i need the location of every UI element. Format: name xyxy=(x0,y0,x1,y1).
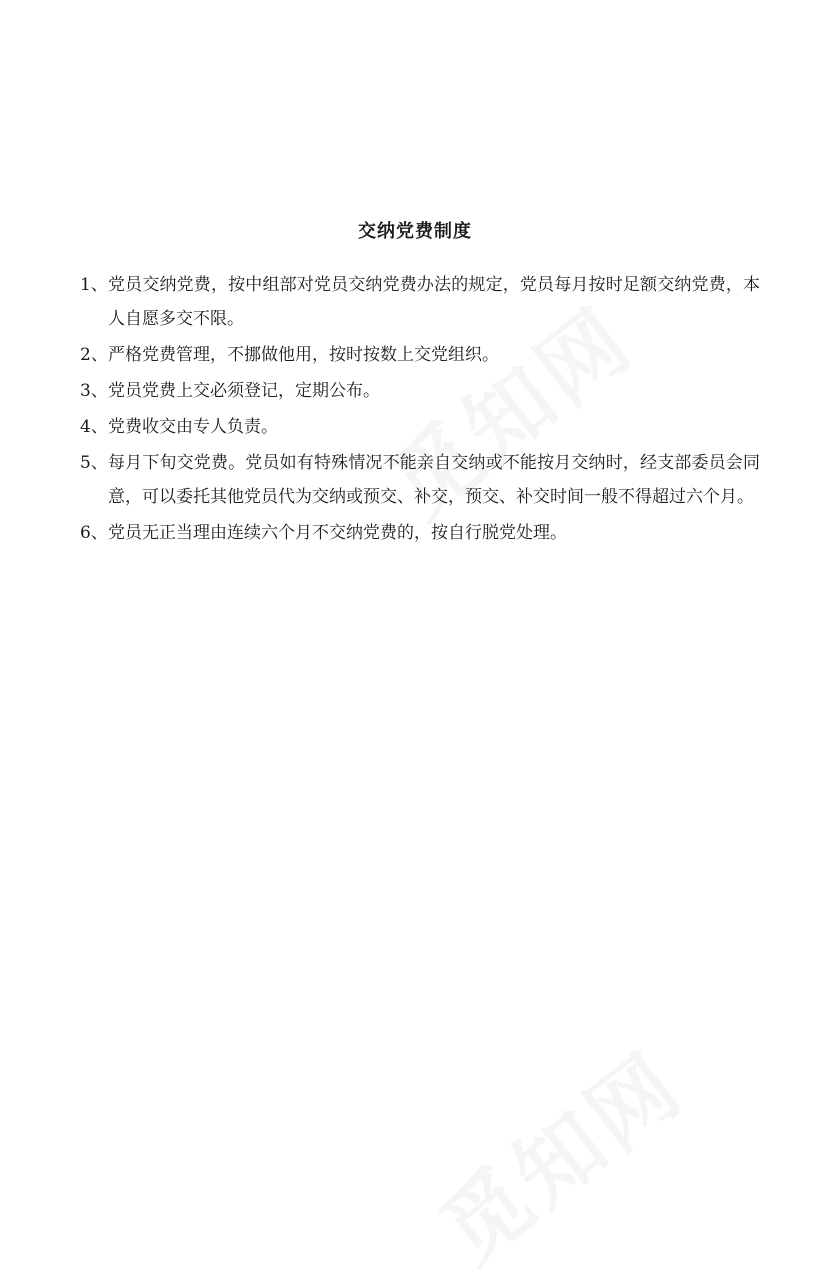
regulation-list xyxy=(80,268,760,552)
item-text: 党员党费上交必须登记，定期公布。 xyxy=(108,381,380,401)
item-number: 4、 xyxy=(80,417,108,437)
list-item xyxy=(80,446,760,514)
item-text: 党费收交由专人负责。 xyxy=(108,417,278,437)
item-number: 2、 xyxy=(80,345,108,365)
document-title: 交纳党费制度 xyxy=(358,221,472,242)
watermark xyxy=(411,1018,705,1286)
item-text: 党员交纳党费，按中组部对党员交纳党费办法的规定，党员每月按时足额交纳党费，本人自愿多交不限。 xyxy=(108,275,760,329)
list-item xyxy=(80,410,760,444)
item-text: 严格党费管理，不挪做他用，按时按数上交党组织。 xyxy=(108,345,499,365)
item-text: 党员无正当理由连续六个月不交纳党费的，按自行脱党处理。 xyxy=(108,523,567,543)
list-item xyxy=(80,268,760,336)
list-item xyxy=(80,338,760,372)
item-number: 1、 xyxy=(80,275,108,295)
item-text: 每月下旬交党费。党员如有特殊情况不能亲自交纳或不能按月交纳时，经支部委员会同意，可以委托其他党员代为交纳或预交、补交，预交、补交时间一般不得超过六个月。 xyxy=(108,453,760,507)
item-number: 6、 xyxy=(80,523,108,543)
item-number: 5、 xyxy=(80,453,108,473)
list-item xyxy=(80,374,760,408)
item-number: 3、 xyxy=(80,381,108,401)
list-item xyxy=(80,516,760,550)
